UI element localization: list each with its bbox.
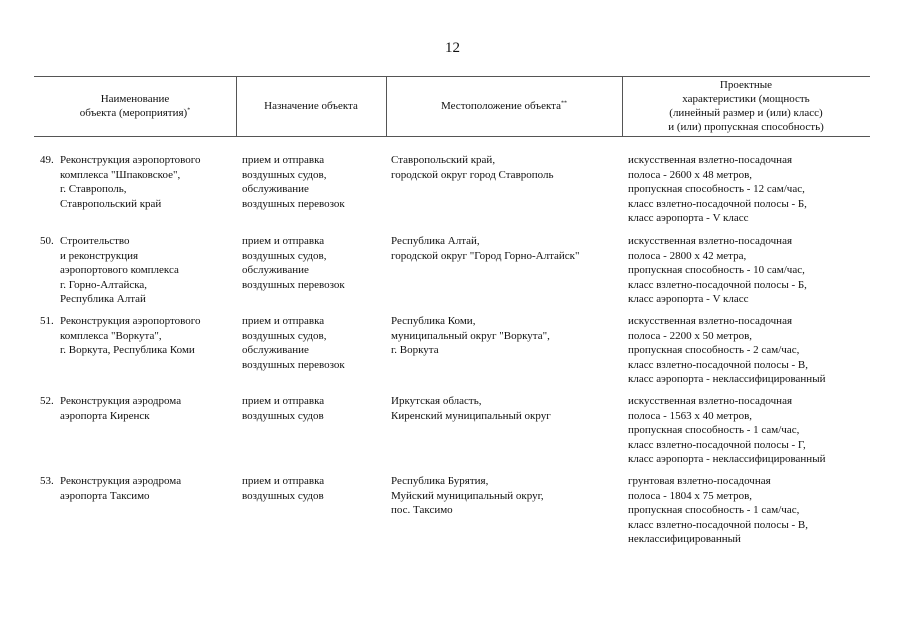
row-number: 52. xyxy=(40,395,54,407)
object-purpose: прием и отправка воздушных судов, обслуживание воздушных перевозок xyxy=(242,315,345,371)
header-object-name xyxy=(34,76,236,136)
header-design-specs-text: Проектные характеристики (мощность (линейный размер и (или) класс) и (или) пропускная способность) xyxy=(668,79,824,133)
object-purpose: прием и отправка воздушных судов, обслуживание воздушных перевозок xyxy=(242,154,345,210)
header-design-specs xyxy=(622,76,870,136)
page-number: 12 xyxy=(445,40,460,56)
header-object-location-text: Местоположение объекта xyxy=(441,100,561,112)
object-name: Реконструкция аэродрома аэропорта Киренск xyxy=(60,395,182,422)
footnote-mark: * xyxy=(187,107,191,114)
header-object-purpose xyxy=(236,76,386,136)
header-object-purpose-text: Назначение объекта xyxy=(264,100,358,112)
object-purpose: прием и отправка воздушных судов, обслуживание воздушных перевозок xyxy=(242,235,345,291)
object-purpose: прием и отправка воздушных судов xyxy=(242,395,325,422)
object-specs: искусственная взлетно-посадочная полоса - 2200 x 50 метров, пропускная способность - 2 сам/час, класс взлетно-посадочной полосы - В, класс аэропорта - неклассифицированный xyxy=(628,315,826,386)
row-number: 50. xyxy=(40,235,54,247)
object-name: Реконструкция аэродрома аэропорта Таксимо xyxy=(60,475,182,502)
object-location: Ставропольский край, городской округ город Ставрополь xyxy=(391,154,554,181)
object-location: Иркутская область, Киренский муниципальный округ xyxy=(391,395,551,422)
header-object-name-text: Наименование объекта (мероприятия) xyxy=(79,93,188,119)
object-name: Строительство и реконструкция аэропортового комплекса г. Горно-Алтайска, Республика Алтай xyxy=(60,235,179,306)
object-location: Республика Коми, муниципальный округ "Воркута", г. Воркута xyxy=(391,315,550,357)
object-location: Республика Бурятия, Муйский муниципальный округ, пос. Таксимо xyxy=(391,475,544,517)
object-specs: искусственная взлетно-посадочная полоса - 2800 x 42 метра, пропускная способность - 10 сам/час, класс взлетно-посадочной полосы - Б, класс аэропорта - V класс xyxy=(628,235,807,306)
object-specs: грунтовая взлетно-посадочная полоса - 1804 x 75 метров, пропускная способность - 1 сам/час, класс взлетно-посадочной полосы - В, неклассифицированный xyxy=(628,475,808,546)
object-specs: искусственная взлетно-посадочная полоса - 2600 x 48 метров, пропускная способность - 12 сам/час, класс взлетно-посадочной полосы - Б, класс аэропорта - V класс xyxy=(628,154,807,225)
object-specs: искусственная взлетно-посадочная полоса - 1563 x 40 метров, пропускная способность - 1 сам/час, класс взлетно-посадочной полосы - Г, класс аэропорта - неклассифицированный xyxy=(628,395,826,466)
object-location: Республика Алтай, городской округ "Город Горно-Алтайск" xyxy=(391,235,580,262)
row-number: 49. xyxy=(40,154,54,166)
footnote-mark: ** xyxy=(560,100,567,107)
row-number: 53. xyxy=(40,475,54,487)
object-purpose: прием и отправка воздушных судов xyxy=(242,475,325,502)
table-header-bottom-rule xyxy=(34,136,870,137)
header-object-location xyxy=(386,76,622,136)
object-name: Реконструкция аэропортового комплекса "Воркута", г. Воркута, Республика Коми xyxy=(60,315,201,357)
row-number: 51. xyxy=(40,315,54,327)
object-name: Реконструкция аэропортового комплекса "Шпаковское", г. Ставрополь, Ставропольский край xyxy=(60,154,201,210)
